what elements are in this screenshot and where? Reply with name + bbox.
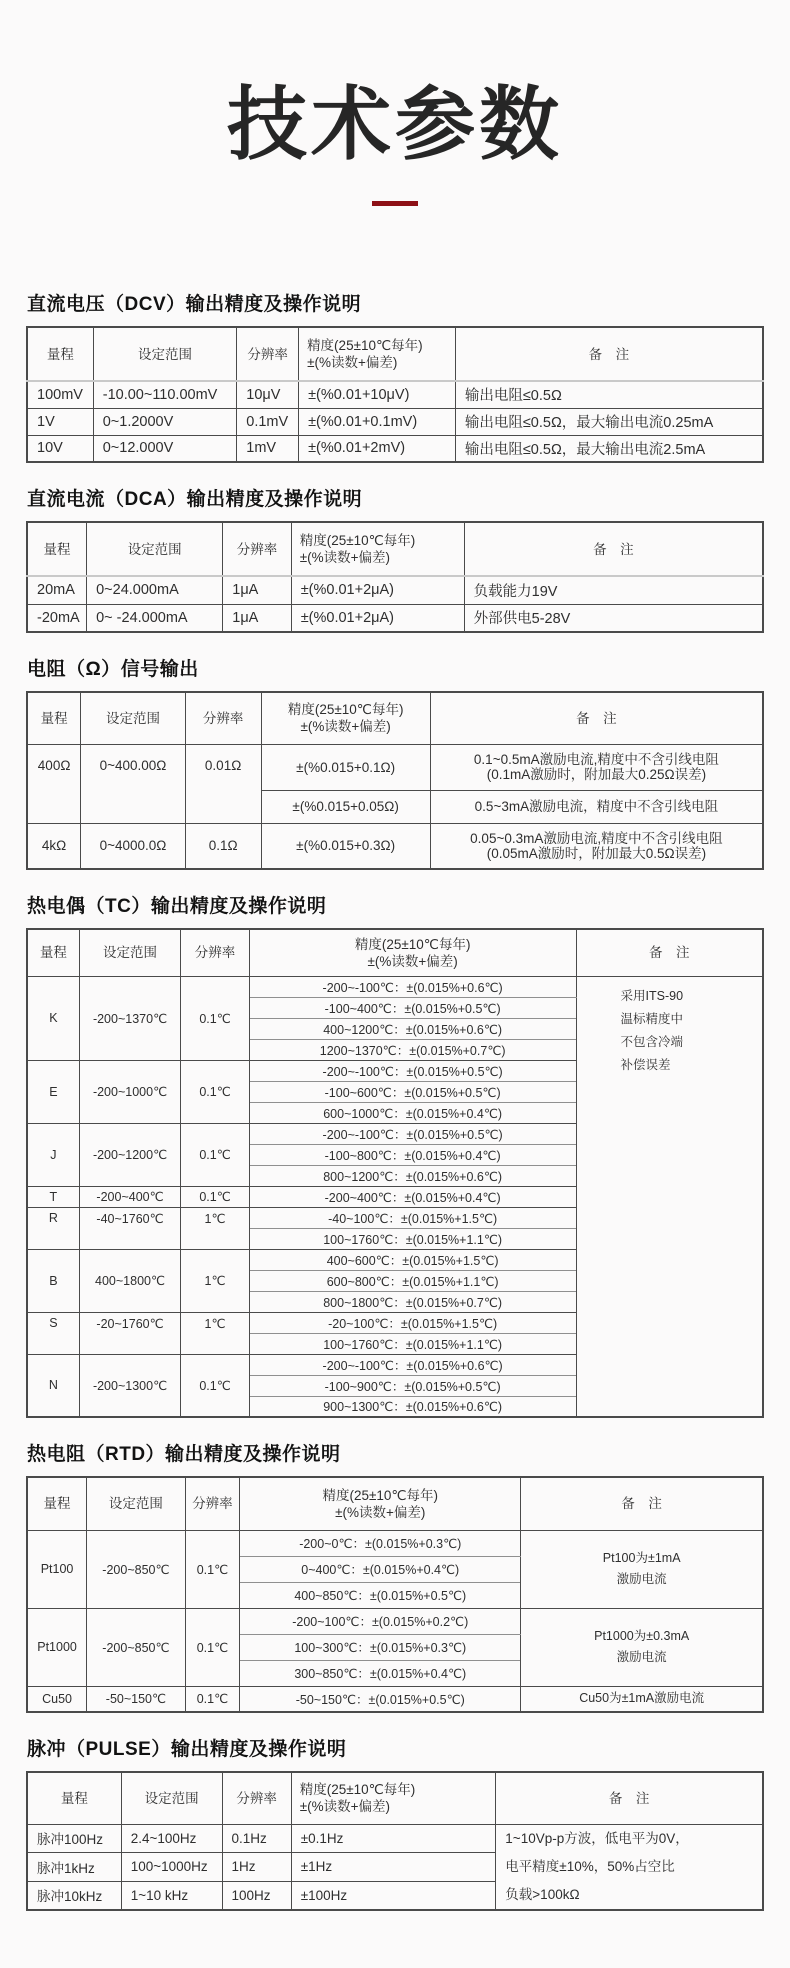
table-cell: -20~1760℃ — [79, 1312, 181, 1354]
table-cell: 0.1℃ — [181, 1186, 249, 1207]
table-cell: -200~0℃：±(0.015%+0.3℃) — [240, 1530, 521, 1556]
table-cell: 脉冲100Hz — [27, 1824, 121, 1853]
table-cell: Cu50 — [27, 1686, 87, 1712]
table-cell: ±(%0.01+0.1mV) — [299, 408, 456, 435]
table-cell: -20mA — [27, 604, 87, 632]
column-header: 备 注 — [576, 929, 763, 976]
table-cell: -200~400℃：±(0.015%+0.4℃) — [249, 1186, 576, 1207]
column-header — [291, 1772, 496, 1824]
column-header: 备 注 — [430, 692, 763, 744]
table-cell: -100~400℃：±(0.015%+0.5℃) — [249, 997, 576, 1018]
table-cell: 输出电阻≤0.5Ω，最大输出电流2.5mA — [455, 435, 763, 462]
table-cell: 输出电阻≤0.5Ω，最大输出电流0.25mA — [455, 408, 763, 435]
cell-line: 不包含冷端 — [620, 1034, 684, 1049]
table-cell: 800~1800℃：±(0.015%+0.7℃) — [249, 1291, 576, 1312]
table-cell: -200~850℃ — [87, 1608, 186, 1686]
spec-table — [26, 326, 764, 463]
table-cell: -50~150℃：±(0.015%+0.5℃) — [240, 1686, 521, 1712]
table-cell: ±(%0.01+2mV) — [299, 435, 456, 462]
table-cell: 4kΩ — [27, 823, 81, 869]
table-cell: 1℃ — [181, 1312, 249, 1354]
cell-line: 补偿误差 — [620, 1057, 671, 1072]
cell-line: 负载>100kΩ — [505, 1886, 580, 1902]
column-header: 分辨率 — [223, 522, 291, 576]
table-cell: Cu50为±1mA激励电流 — [521, 1686, 763, 1712]
table-cell: 0~1.2000V — [93, 408, 237, 435]
table-cell: 100~300℃：±(0.015%+0.3℃) — [240, 1634, 521, 1660]
spec-table — [26, 928, 764, 1418]
table-cell: 400~600℃：±(0.015%+1.5℃) — [249, 1249, 576, 1270]
table-cell: -200~1000℃ — [79, 1060, 181, 1123]
table-cell: -100~600℃：±(0.015%+0.5℃) — [249, 1081, 576, 1102]
column-header: 量程 — [27, 692, 81, 744]
cell-line: 精度(25±10℃每年) — [287, 702, 404, 718]
table-cell: Pt100 — [27, 1530, 87, 1608]
table-cell: 0~4000.0Ω — [81, 823, 186, 869]
table-cell: 0.1℃ — [181, 1123, 249, 1186]
column-header: 量程 — [27, 522, 87, 576]
table-cell: -200~1370℃ — [79, 976, 181, 1060]
table-cell: ±(%0.015+0.3Ω) — [261, 823, 430, 869]
column-header: 设定范围 — [87, 522, 223, 576]
table-cell: 100~1000Hz — [121, 1853, 222, 1882]
column-header: 量程 — [27, 327, 93, 381]
table-cell: 2.4~100Hz — [121, 1824, 222, 1853]
table-cell — [430, 823, 763, 869]
column-header: 设定范围 — [87, 1477, 186, 1530]
section-title: 热电阻（RTD）输出精度及操作说明 — [27, 1444, 341, 1465]
table-cell: 脉冲1kHz — [27, 1853, 121, 1882]
table-cell: 300~850℃：±(0.015%+0.4℃) — [240, 1660, 521, 1686]
table-cell: 10V — [27, 435, 93, 462]
table-cell: -200~-100℃：±(0.015%+0.6℃) — [249, 1354, 576, 1375]
table-cell: -200~100℃：±(0.015%+0.2℃) — [240, 1608, 521, 1634]
column-header — [299, 327, 456, 381]
column-header: 分辨率 — [185, 692, 261, 744]
table-cell: 外部供电5-28V — [464, 604, 763, 632]
table-cell: -50~150℃ — [87, 1686, 186, 1712]
table-cell: 1V — [27, 408, 93, 435]
cell-line: Pt1000为±0.3mA — [594, 1629, 690, 1643]
table-cell: ±(%0.01+2μA) — [291, 604, 464, 632]
cell-line: ±(%读数+偏差) — [300, 719, 391, 735]
table-cell: R — [27, 1207, 79, 1249]
table-cell: 0.1℃ — [181, 976, 249, 1060]
table-cell: 400~1800℃ — [79, 1249, 181, 1312]
table-cell: B — [27, 1249, 79, 1312]
table-cell: 0.1℃ — [185, 1608, 239, 1686]
column-header — [261, 692, 430, 744]
table-cell: 100~1760℃：±(0.015%+1.1℃) — [249, 1333, 576, 1354]
table-cell — [430, 744, 763, 790]
table-cell — [521, 1530, 763, 1608]
cell-line: ±(%读数+偏差) — [335, 1504, 426, 1520]
table-cell: ±(%0.015+0.05Ω) — [261, 790, 430, 823]
table-cell: 0.1Ω — [185, 823, 261, 869]
table-cell: 0.1℃ — [181, 1060, 249, 1123]
column-header: 备 注 — [455, 327, 763, 381]
page-title: 技术参数 — [227, 80, 563, 169]
column-header: 分辨率 — [185, 1477, 239, 1530]
table-cell: 400~850℃：±(0.015%+0.5℃) — [240, 1582, 521, 1608]
table-cell: Pt1000 — [27, 1608, 87, 1686]
column-header: 备 注 — [464, 522, 763, 576]
column-header: 设定范围 — [93, 327, 237, 381]
column-header: 设定范围 — [79, 929, 181, 976]
table-cell: ±100Hz — [291, 1881, 496, 1910]
table-cell: -100~800℃：±(0.015%+0.4℃) — [249, 1144, 576, 1165]
cell-line: 1~10Vp-p方波，低电平为0V， — [505, 1830, 689, 1846]
cell-line: 精度(25±10℃每年) — [299, 533, 416, 548]
table-cell: 1℃ — [181, 1207, 249, 1249]
table-cell: K — [27, 976, 79, 1060]
column-header — [240, 1477, 521, 1530]
table-cell: 600~800℃：±(0.015%+1.1℃) — [249, 1270, 576, 1291]
cell-line: 精度(25±10℃每年) — [322, 1487, 439, 1503]
cell-line: ±(%读数+偏差) — [299, 550, 390, 565]
table-cell: -200~1200℃ — [79, 1123, 181, 1186]
table-cell: 1μA — [223, 576, 291, 604]
column-header: 量程 — [27, 1772, 121, 1824]
table-cell: 0~12.000V — [93, 435, 237, 462]
cell-line: 激励电流 — [616, 1572, 667, 1586]
table-cell: -200~1300℃ — [79, 1354, 181, 1417]
cell-line: (0.1mA激励时，附加最大0.25Ω误差) — [486, 767, 707, 782]
cell-line: 精度(25±10℃每年) — [299, 1782, 416, 1798]
table-cell: 400Ω — [27, 744, 81, 823]
table-cell: -200~850℃ — [87, 1530, 186, 1608]
column-header — [249, 929, 576, 976]
table-cell: -200~-100℃：±(0.015%+0.5℃) — [249, 1123, 576, 1144]
cell-line: 精度(25±10℃每年) — [307, 338, 423, 353]
spec-table — [26, 691, 764, 870]
column-header: 量程 — [27, 929, 79, 976]
table-cell: ±(%0.015+0.1Ω) — [261, 744, 430, 790]
column-header: 设定范围 — [121, 1772, 222, 1824]
table-cell: 0.5~3mA激励电流，精度中不含引线电阻 — [430, 790, 763, 823]
cell-line: 0.05~0.3mA激励电流,精度中不含引线电阻 — [470, 830, 723, 846]
table-cell: ±(%0.01+10μV) — [299, 381, 456, 408]
table-cell: -100~900℃：±(0.015%+0.5℃) — [249, 1375, 576, 1396]
table-cell: ±(%0.01+2μA) — [291, 576, 464, 604]
table-cell: -200~400℃ — [79, 1186, 181, 1207]
table-cell: 0.01Ω — [185, 744, 261, 823]
table-cell: 400~1200℃：±(0.015%+0.6℃) — [249, 1018, 576, 1039]
table-cell: 0.1℃ — [181, 1354, 249, 1417]
table-cell — [496, 1824, 763, 1910]
cell-line: 温标精度中 — [620, 1011, 684, 1026]
cell-line: 激励电流 — [616, 1650, 667, 1664]
section-title: 直流电压（DCV）输出精度及操作说明 — [27, 294, 362, 315]
table-cell: 0.1℃ — [185, 1530, 239, 1608]
table-cell: ±1Hz — [291, 1853, 496, 1882]
table-cell: -200~-100℃：±(0.015%+0.5℃) — [249, 1060, 576, 1081]
table-cell: 1200~1370℃：±(0.015%+0.7℃) — [249, 1039, 576, 1060]
cell-line: 0.1~0.5mA激励电流,精度中不含引线电阻 — [473, 752, 719, 767]
table-cell: -20~100℃：±(0.015%+1.5℃) — [249, 1312, 576, 1333]
table-cell: 0~400℃：±(0.015%+0.4℃) — [240, 1556, 521, 1582]
table-cell: 800~1200℃：±(0.015%+0.6℃) — [249, 1165, 576, 1186]
column-header: 备 注 — [521, 1477, 763, 1530]
cell-line: 采用ITS-90 — [620, 988, 684, 1003]
table-cell: 0~400.00Ω — [81, 744, 186, 823]
cell-line: ±(%读数+偏差) — [367, 953, 458, 969]
table-cell: E — [27, 1060, 79, 1123]
spec-table — [26, 521, 764, 633]
table-cell: -40~1760℃ — [79, 1207, 181, 1249]
table-cell: N — [27, 1354, 79, 1417]
table-cell: ±0.1Hz — [291, 1824, 496, 1853]
table-cell: 0~ -24.000mA — [87, 604, 223, 632]
section-title: 脉冲（PULSE）输出精度及操作说明 — [27, 1739, 347, 1760]
table-cell: -200~-100℃：±(0.015%+0.6℃) — [249, 976, 576, 997]
table-cell: 900~1300℃：±(0.015%+0.6℃) — [249, 1396, 576, 1417]
table-cell: 输出电阻≤0.5Ω — [455, 381, 763, 408]
section-title: 热电偶（TC）输出精度及操作说明 — [27, 896, 327, 917]
table-cell: 10μV — [237, 381, 299, 408]
cell-line: (0.05mA激励时，附加最大0.5Ω误差) — [486, 845, 707, 861]
column-header: 备 注 — [496, 1772, 763, 1824]
table-cell: J — [27, 1123, 79, 1186]
table-cell: 1~10 kHz — [121, 1881, 222, 1910]
cell-line: ±(%读数+偏差) — [299, 1799, 390, 1815]
title-underline-accent — [372, 201, 418, 206]
cell-line: 精度(25±10℃每年) — [354, 936, 471, 952]
cell-line: ±(%读数+偏差) — [307, 355, 398, 370]
table-cell: 20mA — [27, 576, 87, 604]
spec-sections — [26, 292, 764, 1911]
table-cell: 1mV — [237, 435, 299, 462]
section-title: 直流电流（DCA）输出精度及操作说明 — [27, 489, 363, 510]
table-cell: 0~24.000mA — [87, 576, 223, 604]
table-cell: 0.1mV — [237, 408, 299, 435]
section-title: 电阻（Ω）信号输出 — [27, 659, 199, 680]
table-cell — [521, 1608, 763, 1686]
column-header — [291, 522, 464, 576]
table-cell: 600~1000℃：±(0.015%+0.4℃) — [249, 1102, 576, 1123]
table-cell: 负载能力19V — [464, 576, 763, 604]
table-cell: 1Hz — [222, 1853, 291, 1882]
table-cell — [576, 976, 763, 1417]
column-header: 分辨率 — [181, 929, 249, 976]
table-cell: 1μA — [223, 604, 291, 632]
table-cell: 1℃ — [181, 1249, 249, 1312]
table-cell: -10.00~110.00mV — [93, 381, 237, 408]
table-cell: 0.1Hz — [222, 1824, 291, 1853]
table-cell: -40~100℃：±(0.015%+1.5℃) — [249, 1207, 576, 1228]
table-cell: 0.1℃ — [185, 1686, 239, 1712]
table-cell: 脉冲10kHz — [27, 1881, 121, 1910]
column-header: 量程 — [27, 1477, 87, 1530]
column-header: 设定范围 — [81, 692, 186, 744]
spec-table — [26, 1476, 764, 1713]
table-cell: 100Hz — [222, 1881, 291, 1910]
cell-line: Pt100为±1mA — [602, 1551, 681, 1565]
cell-line: 电平精度±10%，50%占空比 — [505, 1858, 675, 1874]
column-header: 分辨率 — [237, 327, 299, 381]
table-cell: S — [27, 1312, 79, 1354]
table-cell: T — [27, 1186, 79, 1207]
spec-table — [26, 1771, 764, 1911]
table-cell: 100~1760℃：±(0.015%+1.1℃) — [249, 1228, 576, 1249]
table-cell: 100mV — [27, 381, 93, 408]
column-header: 分辨率 — [222, 1772, 291, 1824]
